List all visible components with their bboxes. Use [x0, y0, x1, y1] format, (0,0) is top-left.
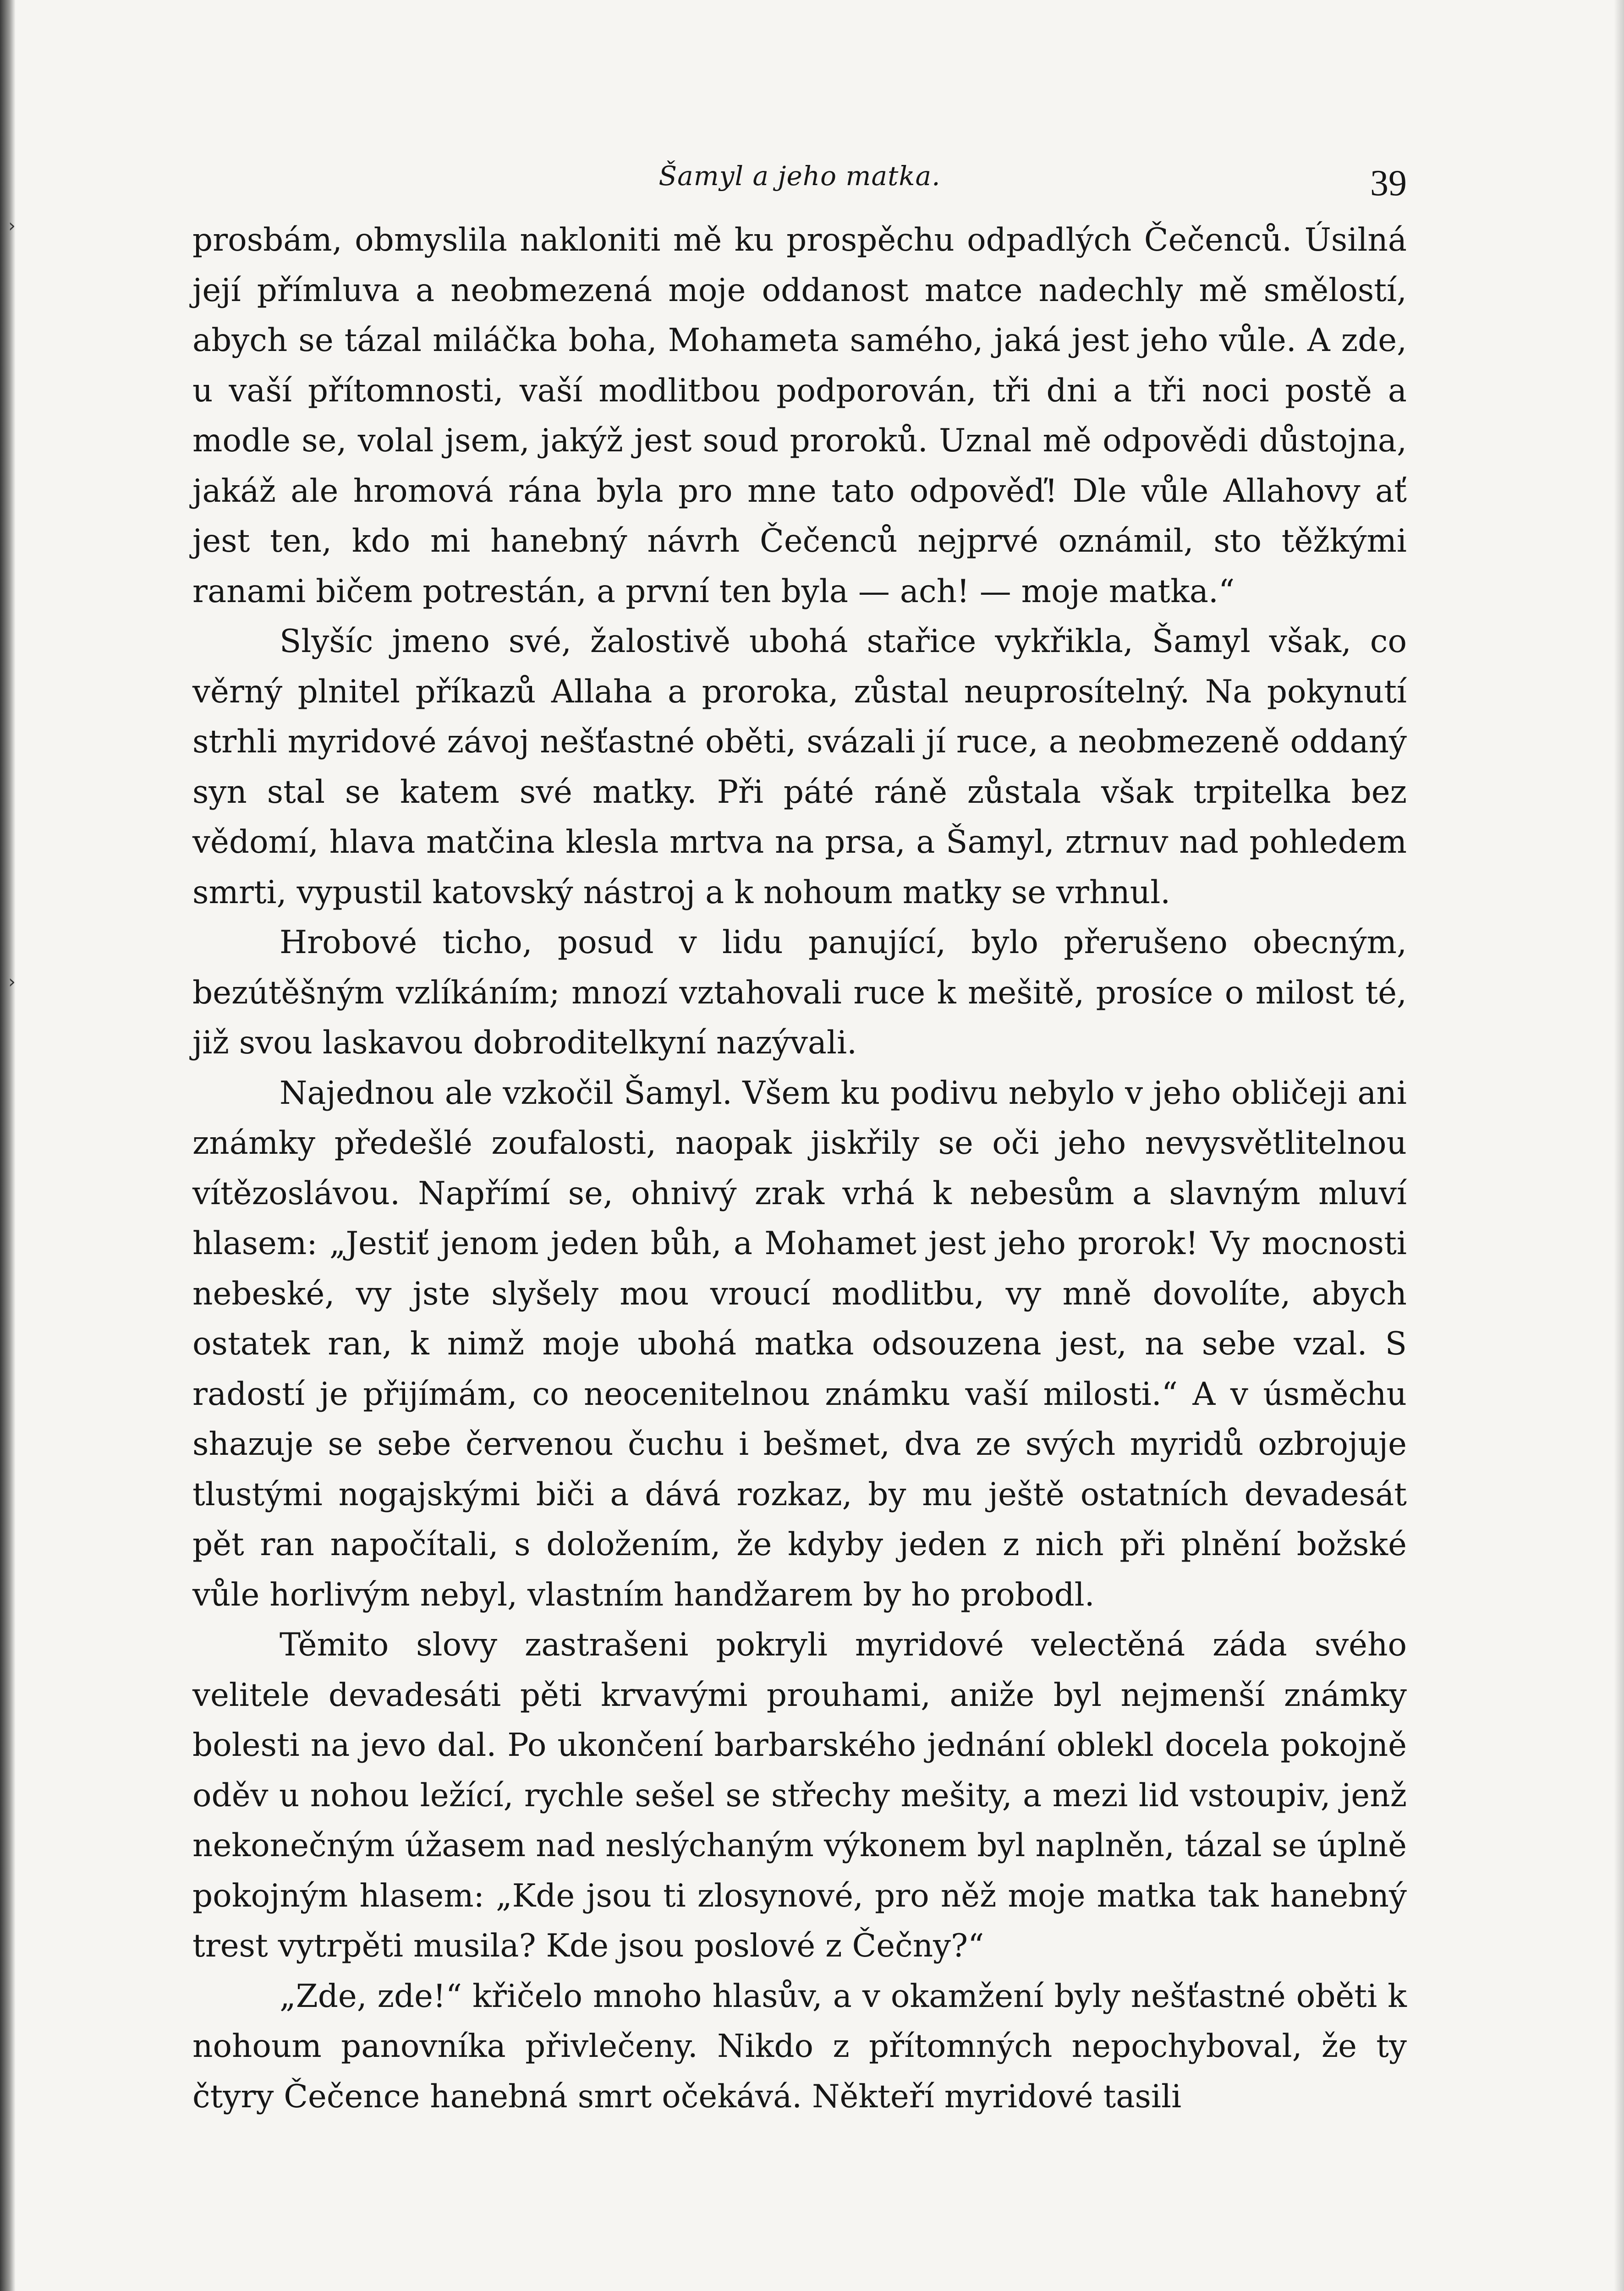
page-header: [192, 151, 1407, 215]
running-title: Šamyl a jeho matka.: [658, 160, 941, 192]
scan-right-edge: [1614, 0, 1624, 2291]
margin-mark: ›: [8, 971, 16, 992]
paragraph: Slyšíc jmeno své, žalostivě ubohá stařice vykřikla, Šamyl však, co věrný plnitel příkazů Allaha a proroka, zůstal neuprosítelný. Na pokynutí strhli myridové závoj nešťastné oběti, svázali jí ruce, a neobmezeně oddaný syn stal se katem své matky. Při páté ráně zůstala však trpitelka bez vědomí, hlava matčina klesla mrtva na prsa, a Šamyl, ztrnuv nad pohledem smrti, vypustil katovský nástroj a k nohoum matky se vrhnul.: [192, 623, 1407, 911]
book-page: [192, 151, 1407, 2122]
margin-mark: ›: [8, 215, 16, 236]
body-text: [192, 215, 1407, 2122]
paragraph: Těmito slovy zastrašeni pokryli myridové velectěná záda svého velitele devadesáti pěti krvavými prouhami, aniže byl nejmenší známky bolesti na jevo dal. Po ukončení barbarského jednání oblekl docela pokojně oděv u nohou ležící, rychle sešel se střechy mešity, a mezi lid vstoupiv, jenž nekonečným úžasem nad neslýchaným výkonem byl naplněn, tázal se úplně pokojným hlasem: „Kde jsou ti zlosynové, pro něž moje matka tak hanebný trest vytrpěti musila? Kde jsou poslové z Čečny?“: [192, 1627, 1407, 1964]
paragraph: Hrobové ticho, posud v lidu panující, bylo přerušeno obecným, bezútěšným vzlíkáním; mnozí vztahovali ruce k mešitě, prosíce o milost té, již svou laskavou dobroditelkyní nazývali.: [192, 924, 1407, 1061]
paragraph: Najednou ale vzkočil Šamyl. Všem ku podivu nebylo v jeho obličeji ani známky předešlé zoufalosti, naopak jiskřily se oči jeho nevysvětlitelnou vítězoslávou. Napřímí se, ohnivý zrak vrhá k nebesům a slavným mluví hlasem: „Jestiť jenom jeden bůh, a Mohamet jest jeho prorok! Vy mocnosti nebeské, vy jste slyšely mou vroucí modlitbu, vy mně dovolíte, abych ostatek ran, k nimž moje ubohá matka odsouzena jest, na sebe vzal. S radostí je přijímám, co neocenitelnou známku vaší milosti.“ A v úsměchu shazuje se sebe červenou čuchu i bešmet, dva ze svých myridů ozbrojuje tlustými nogajskými biči a dává rozkaz, by mu ještě ostatních devadesát pět ran napočítali, s doložením, že kdyby jeden z nich při plnění božské vůle horlivým nebyl, vlastním handžarem by ho probodl.: [192, 1074, 1407, 1613]
paragraph: prosbám, obmyslila nakloniti mě ku prospěchu odpadlých Čečenců. Úsilná její přímluva a neobmezená moje oddanost matce nadechly mě smělostí, abych se tázal miláčka boha, Mohameta samého, jaká jest jeho vůle. A zde, u vaší přítomnosti, vaší modlitbou podporován, tři dni a tři noci postě a modle se, volal jsem, jakýž jest soud proroků. Uznal mě odpovědi důstojna, jakáž ale hromová rána byla pro mne tato odpověď! Dle vůle Allahovy ať jest ten, kdo mi hanebný návrh Čečenců nejprvé oznámil, sto těžkými ranami bičem potrestán, a první ten byla — ach! — moje matka.“: [192, 222, 1407, 610]
page-number: 39: [1370, 163, 1407, 203]
scan-binding-edge: [0, 0, 16, 2291]
paragraph: „Zde, zde!“ křičelo mnoho hlasův, a v okamžení byly nešťastné oběti k nohoum panovníka přivlečeny. Nikdo z přítomných nepochyboval, že ty čtyry Čečence hanebná smrt očekává. Někteří myridové tasili: [192, 1978, 1407, 2115]
